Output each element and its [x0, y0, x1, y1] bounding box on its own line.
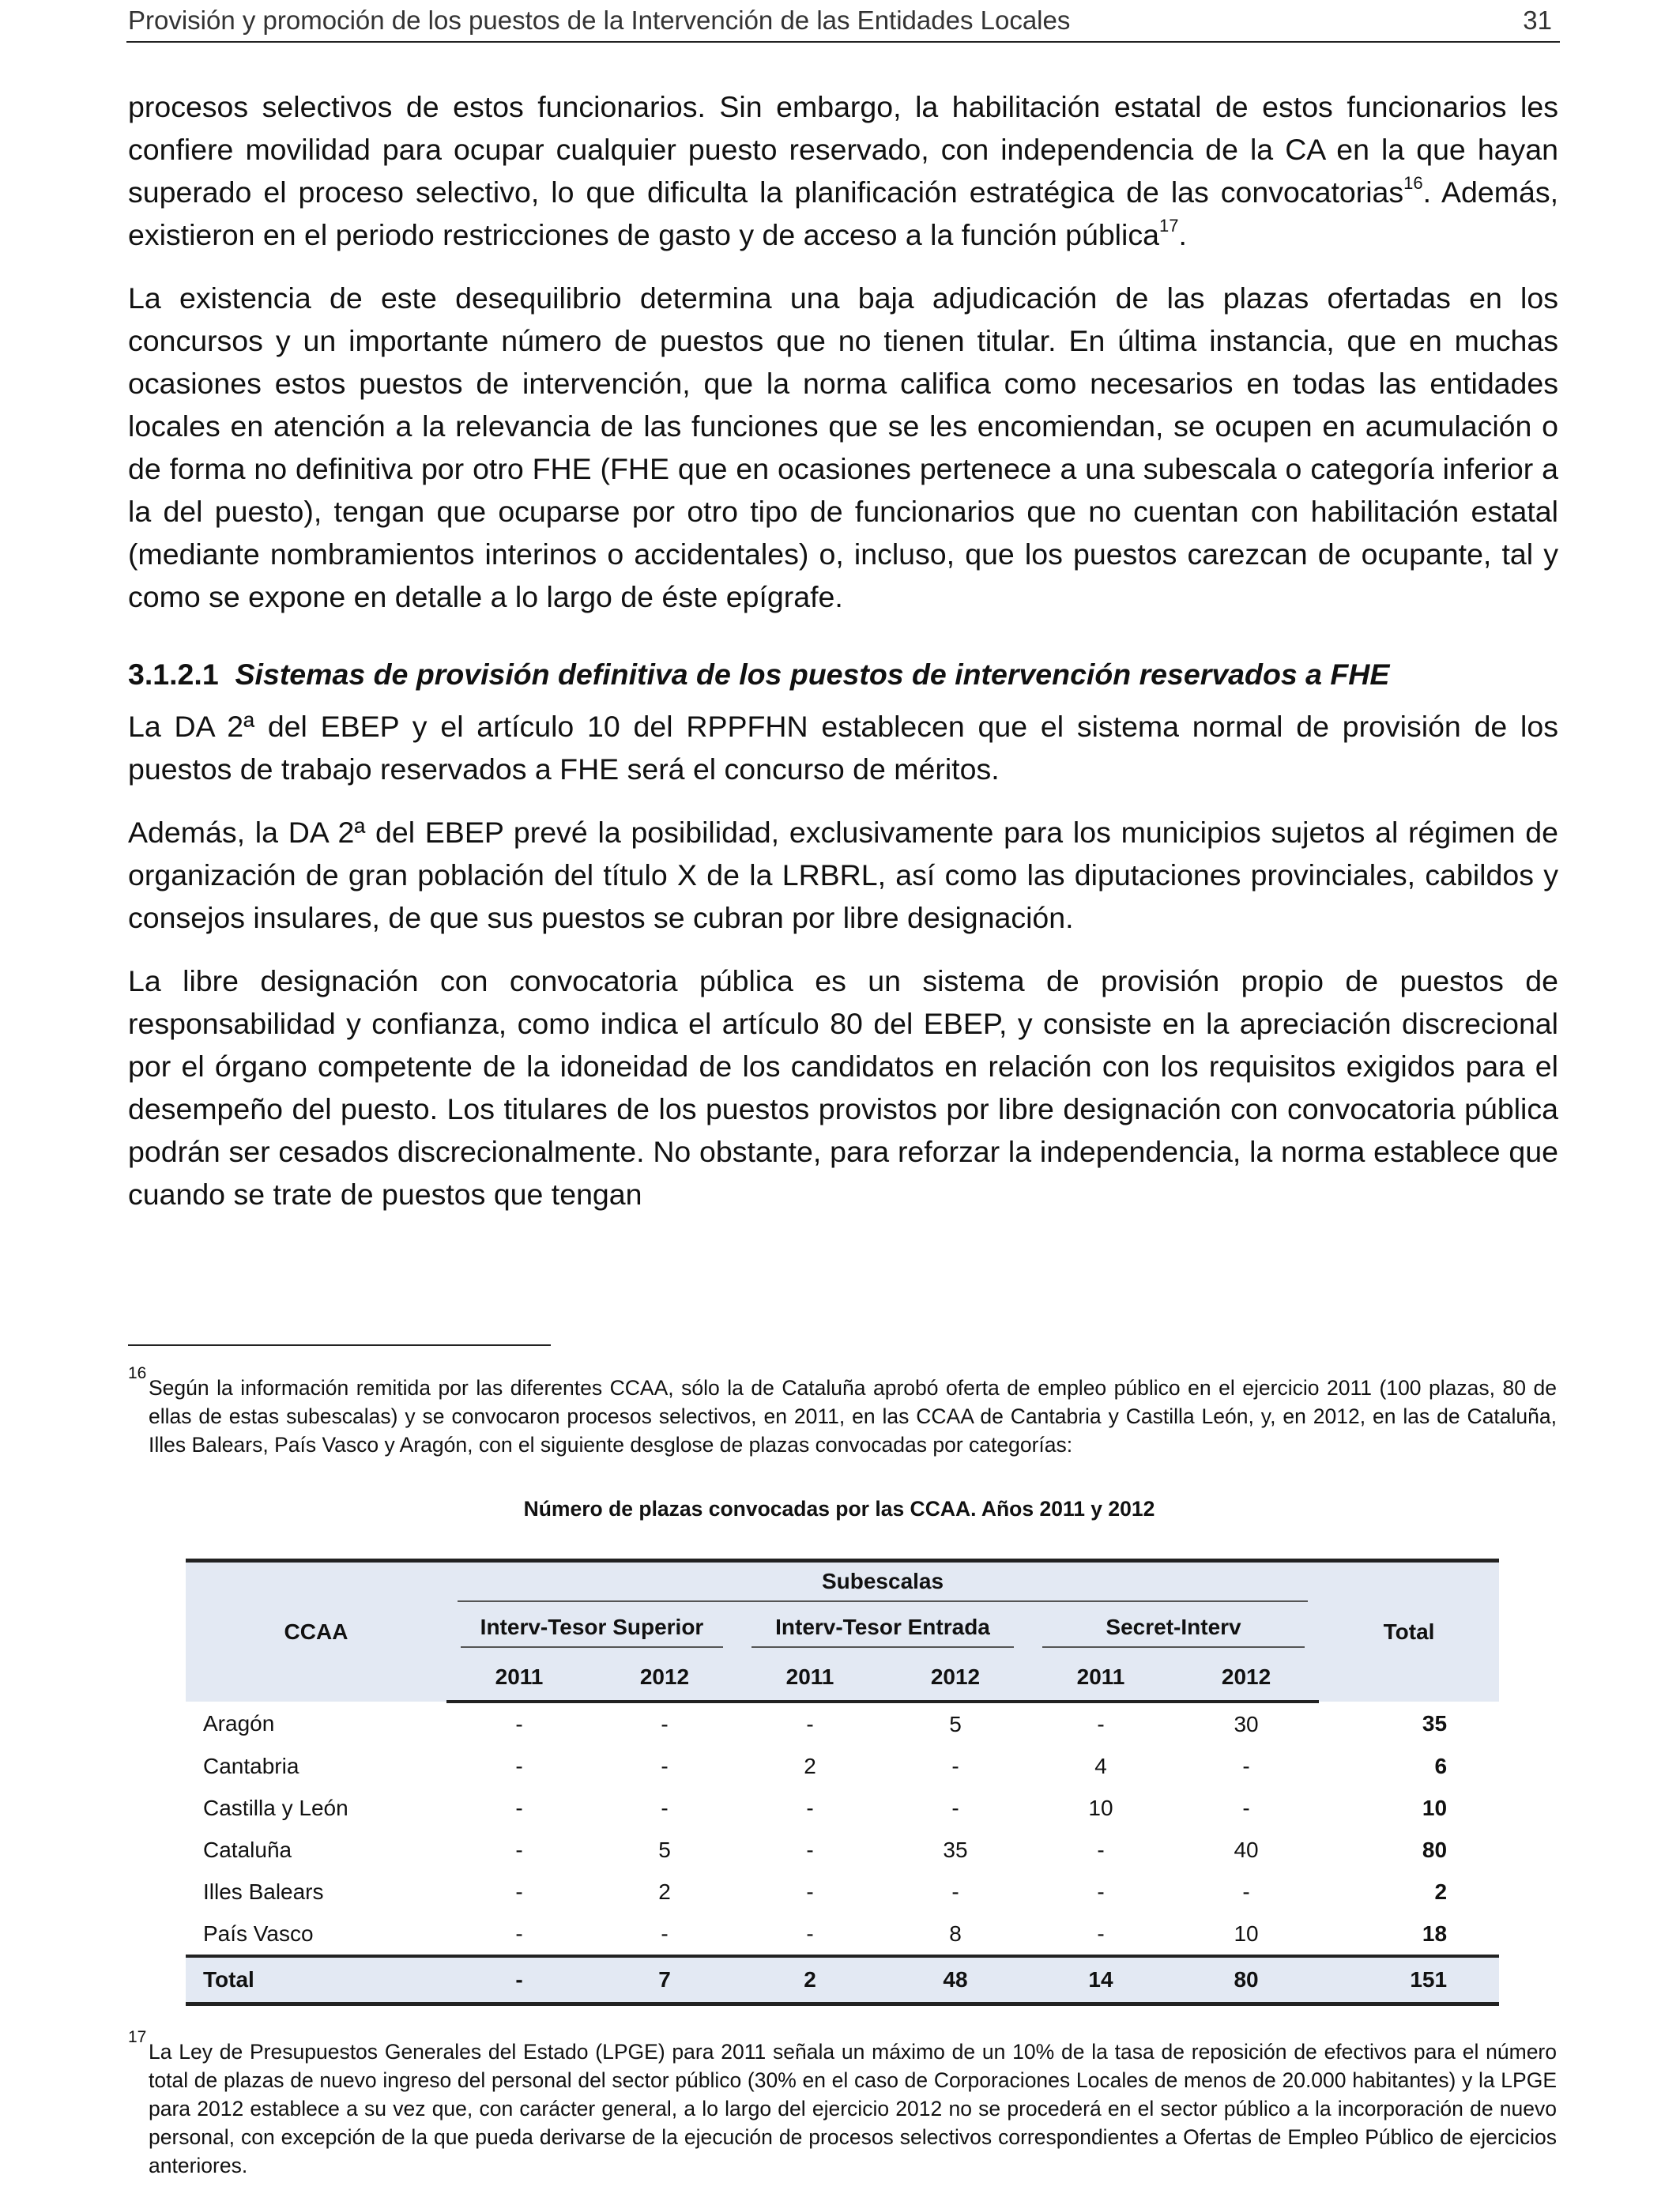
row-name: País Vasco — [203, 1921, 314, 1946]
header-group: Secret-Interv — [1028, 1608, 1319, 1654]
row-total: 35 — [1422, 1710, 1448, 1736]
header-year: 2011 — [737, 1654, 883, 1702]
table-cell: - — [515, 1921, 523, 1946]
table-cell: - — [806, 1711, 814, 1736]
table-cell: - — [1097, 1837, 1105, 1862]
table-cell: 48 — [883, 1956, 1028, 2004]
table-cell: 80 — [1173, 1956, 1319, 2004]
table-cell: 35 — [943, 1837, 968, 1862]
table-cell: - — [1242, 1795, 1250, 1820]
table-cell: - — [1242, 1753, 1250, 1778]
table-row — [186, 1829, 1499, 1871]
table-cell: 4 — [1094, 1753, 1107, 1778]
table-row — [186, 1871, 1499, 1913]
table-cell: 8 — [949, 1921, 962, 1946]
table-cell: - — [515, 1879, 523, 1904]
table-cell: 7 — [592, 1956, 737, 2004]
table-cell: - — [661, 1753, 669, 1778]
paragraph-4: Además, la DA 2ª del EBEP prevé la posibilidad, exclusivamente para los municipios sujetos al régimen de organización de gran población del título X de la LRBRL, así como las diputaciones provinciales, cabildos y consejos insulares, de que sus puestos se cubran por libre designación. — [128, 816, 1558, 934]
table-cell: 5 — [949, 1711, 962, 1736]
table-cell: - — [1097, 1921, 1105, 1946]
section-number: 3.1.2.1 — [128, 658, 219, 691]
row-total: 151 — [1319, 1956, 1499, 2004]
table-cell: - — [1097, 1711, 1105, 1736]
row-total: 18 — [1422, 1921, 1448, 1946]
header-group: Interv-Tesor Entrada — [737, 1608, 1028, 1654]
footnote-separator — [128, 1344, 551, 1346]
header-subescalas: Subescalas — [446, 1561, 1319, 1609]
row-total: 6 — [1434, 1753, 1448, 1778]
table-row — [186, 1913, 1499, 1956]
header-total: Total — [1319, 1561, 1499, 1702]
row-name: Aragón — [203, 1710, 275, 1736]
page-number: 31 — [1523, 6, 1552, 35]
table-cell: 5 — [658, 1837, 671, 1862]
footnote-ref-17[interactable]: 17 — [1158, 216, 1179, 236]
table-cell: 30 — [1234, 1711, 1259, 1736]
footnote-text-16: Según la información remitida por las diferentes CCAA, sólo la de Cataluña aprobó oferta de empleo público en el ejercicio 2011 (100 plazas, 80 de ellas de estas subescalas) y se convocaron procesos selectivos, en 2011, en las CCAA de Cantabria y Castilla León, y, en 2012, en las de Cataluña, Illes Balears, País Vasco y Aragón, con el siguiente desglose de plazas convocadas por categorías: — [149, 1376, 1557, 1457]
row-total: 10 — [1422, 1795, 1448, 1820]
table-cell: - — [1242, 1879, 1250, 1904]
table-cell: 10 — [1088, 1795, 1113, 1820]
header-ccaa: CCAA — [186, 1561, 446, 1702]
footnote-16 — [128, 1364, 1557, 1459]
row-name: Total — [186, 1956, 446, 2004]
table-cell: - — [661, 1795, 669, 1820]
footnote-mark-17: 17 — [128, 2028, 147, 2046]
table-cell: 2 — [658, 1879, 671, 1904]
footnote-17 — [128, 2028, 1557, 2180]
header-year: 2011 — [446, 1654, 592, 1702]
table-cell: - — [806, 1921, 814, 1946]
row-name: Castilla y León — [203, 1795, 348, 1820]
header-title: Provisión y promoción de los puestos de la Intervención de las Entidades Locales — [128, 6, 1071, 35]
header-year: 2012 — [592, 1654, 737, 1702]
table-cell: - — [1097, 1879, 1105, 1904]
table-cell: - — [806, 1879, 814, 1904]
table-cell: - — [515, 1795, 523, 1820]
table-cell: - — [515, 1711, 523, 1736]
table-cell: - — [515, 1753, 523, 1778]
row-name: Cataluña — [203, 1837, 292, 1862]
body-text — [128, 85, 1558, 1236]
header-year: 2011 — [1028, 1654, 1173, 1702]
table-caption: Número de plazas convocadas por las CCAA. Años 2011 y 2012 — [523, 1497, 1155, 1521]
row-total: 80 — [1422, 1837, 1448, 1862]
row-name: Illes Balears — [203, 1879, 324, 1904]
section-heading — [128, 653, 1558, 696]
table-cell: 10 — [1234, 1921, 1259, 1946]
row-total: 2 — [1434, 1879, 1448, 1904]
table-cell: - — [661, 1711, 669, 1736]
paragraph-3: La DA 2ª del EBEP y el artículo 10 del RPPFHN establecen que el sistema normal de provisión de los puestos de trabajo reservados a FHE será el concurso de méritos. — [128, 710, 1558, 786]
table-row — [186, 1702, 1499, 1745]
paragraph-5: La libre designación con convocatoria pública es un sistema de provisión propio de puestos de responsabilidad y confianza, como indica el artículo 80 del EBEP, y consiste en la apreciación discrecional por el órgano competente de la idoneidad de los candidatos en relación con los requisitos exigidos para el desempeño del puesto. Los titulares de los puestos provistos por libre designación con convocatoria pública podrán ser cesados discrecionalmente. No obstante, para reforzar la independencia, la norma establece que cuando se trate de puestos que tengan — [128, 964, 1558, 1211]
paragraph-1: procesos selectivos de estos funcionarios. Sin embargo, la habilitación estatal de estos funcionarios les confiere movilidad para ocupar cualquier puesto reservado, con independencia de la CA en la que hayan superado el proceso selectivo, lo que dificulta la planificación estratégica de las convocatorias$^{16}$. Además, existieron en el periodo restricciones de gasto y de acceso a la función pública$^{17}$. — [128, 90, 1558, 251]
running-header — [126, 3, 1560, 43]
plazas-table-wrapper — [186, 1559, 1499, 2006]
row-name: Cantabria — [203, 1753, 299, 1778]
footnote-mark-16: 16 — [128, 1364, 147, 1382]
table-cell: 40 — [1234, 1837, 1259, 1862]
table-cell: - — [515, 1837, 523, 1862]
table-total-row — [186, 1956, 1499, 2004]
table-cell: - — [446, 1956, 592, 2004]
table-cell: 14 — [1028, 1956, 1173, 2004]
paragraph-2: La existencia de este desequilibrio determina una baja adjudicación de las plazas ofertadas en los concursos y un importante número de puestos que no tienen titular. En última instancia, que en muchas ocasiones estos puestos de intervención, que la norma califica como necesarios en todas las entidades locales en atención a la relevancia de las funciones que se les encomiendan, se ocupen en acumulación o de forma no definitiva por otro FHE (FHE que en ocasiones pertenece a una subescala o categoría inferior a la del puesto), tengan que ocuparse por otro tipo de funcionarios que no cuentan con habilitación estatal (mediante nombramientos interinos o accidentales) o, incluso, que los puestos carezcan de ocupante, tal y como se expone en detalle a lo largo de éste epígrafe. — [128, 281, 1558, 613]
table-cell: - — [951, 1795, 959, 1820]
footnote-ref-16[interactable]: 16 — [1403, 173, 1423, 193]
section-title: Sistemas de provisión definitiva de los puestos de intervención reservados a FHE — [235, 658, 1390, 691]
table-cell: - — [951, 1753, 959, 1778]
table-cell: - — [661, 1921, 669, 1946]
plazas-table — [186, 1559, 1499, 2006]
table-row — [186, 1745, 1499, 1787]
footnote-text-17: La Ley de Presupuestos Generales del Estado (LPGE) para 2011 señala un máximo de un 10% de la tasa de reposición de efectivos para el número total de plazas de nuevo ingreso del personal del sector público (30% en el caso de Corporaciones Locales de menos de 20.000 habitantes) y la LPGE para 2012 establece a su vez que, con carácter general, a lo largo del ejercicio 2012 no se procederá en el sector público a la incorporación de nuevo personal, con excepción de la que pueda derivarse de la ejecución de procesos selectivos correspondientes a Ofertas de Empleo Público de ejercicios anteriores. — [149, 2040, 1557, 2177]
table-cell: 2 — [737, 1956, 883, 2004]
header-group: Interv-Tesor Superior — [446, 1608, 737, 1654]
table-cell: - — [951, 1879, 959, 1904]
table-row — [186, 1787, 1499, 1829]
table-cell: 2 — [804, 1753, 816, 1778]
table-cell: - — [806, 1837, 814, 1862]
table-cell: - — [806, 1795, 814, 1820]
header-year: 2012 — [883, 1654, 1028, 1702]
header-year: 2012 — [1173, 1654, 1319, 1702]
